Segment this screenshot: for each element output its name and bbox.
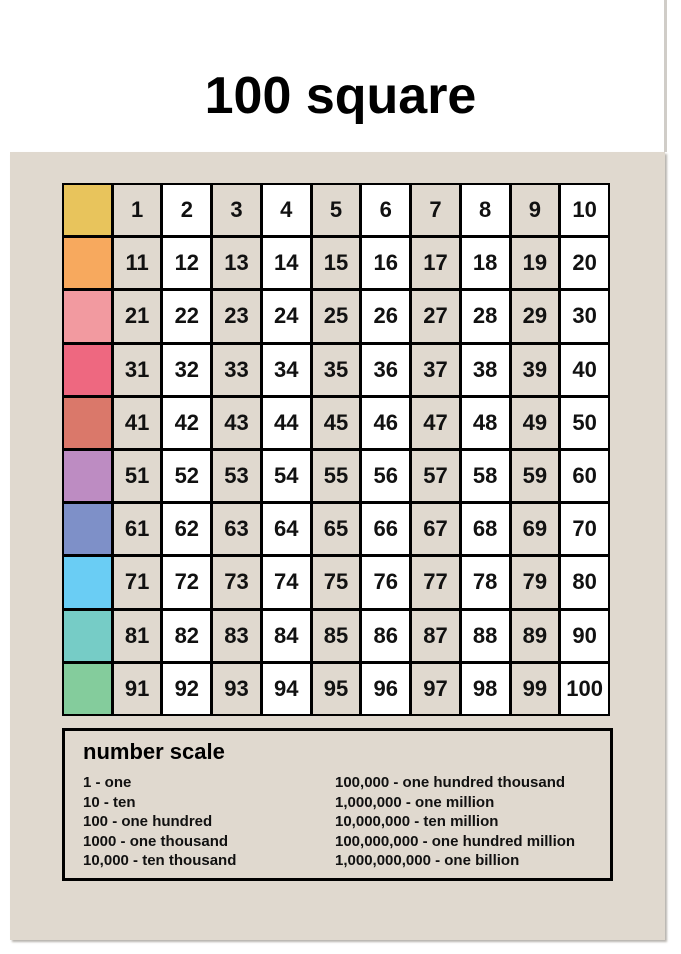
poster-title: 100 square — [204, 67, 477, 125]
number-cell: 10 — [561, 185, 608, 235]
number-cell: 24 — [263, 291, 310, 341]
number-cell: 34 — [263, 345, 310, 395]
number-cell: 100 — [561, 664, 608, 714]
number-cell: 37 — [412, 345, 459, 395]
number-cell: 35 — [313, 345, 360, 395]
number-cell: 78 — [462, 557, 509, 607]
number-scale-entry: 1,000,000,000 - one billion — [335, 852, 520, 869]
number-cell: 22 — [163, 291, 210, 341]
number-cell: 8 — [462, 185, 509, 235]
number-cell: 21 — [114, 291, 161, 341]
number-cell: 89 — [512, 611, 559, 661]
number-cell: 20 — [561, 238, 608, 288]
number-cell: 44 — [263, 398, 310, 448]
number-cell: 41 — [114, 398, 161, 448]
number-cell: 85 — [313, 611, 360, 661]
number-cell: 61 — [114, 504, 161, 554]
number-cell: 23 — [213, 291, 260, 341]
number-cell: 13 — [213, 238, 260, 288]
number-cell: 31 — [114, 345, 161, 395]
number-cell: 97 — [412, 664, 459, 714]
number-cell: 39 — [512, 345, 559, 395]
number-cell: 12 — [163, 238, 210, 288]
number-cell: 76 — [362, 557, 409, 607]
number-cell: 66 — [362, 504, 409, 554]
number-cell: 58 — [462, 451, 509, 501]
number-cell: 68 — [462, 504, 509, 554]
number-cell: 59 — [512, 451, 559, 501]
number-cell: 57 — [412, 451, 459, 501]
number-cell: 53 — [213, 451, 260, 501]
row-color-swatch — [64, 611, 111, 661]
number-cell: 88 — [462, 611, 509, 661]
number-cell: 73 — [213, 557, 260, 607]
number-cell: 6 — [362, 185, 409, 235]
number-cell: 18 — [462, 238, 509, 288]
number-cell: 32 — [163, 345, 210, 395]
number-cell: 48 — [462, 398, 509, 448]
number-cell: 64 — [263, 504, 310, 554]
number-cell: 81 — [114, 611, 161, 661]
number-cell: 55 — [313, 451, 360, 501]
number-cell: 29 — [512, 291, 559, 341]
number-cell: 52 — [163, 451, 210, 501]
number-cell: 91 — [114, 664, 161, 714]
number-cell: 27 — [412, 291, 459, 341]
number-scale-entry: 1,000,000 - one million — [335, 793, 495, 811]
number-cell: 30 — [561, 291, 608, 341]
number-scale-left-column — [83, 773, 236, 871]
number-scale-heading: number scale — [83, 739, 225, 764]
number-scale-box — [62, 728, 613, 881]
number-scale-right-column — [335, 773, 575, 871]
number-cell: 43 — [213, 398, 260, 448]
number-cell: 2 — [163, 185, 210, 235]
number-cell: 26 — [362, 291, 409, 341]
number-cell: 83 — [213, 611, 260, 661]
number-cell: 84 — [263, 611, 310, 661]
number-cell: 75 — [313, 557, 360, 607]
row-color-swatch — [64, 504, 111, 554]
number-cell: 94 — [263, 664, 310, 714]
number-cell: 14 — [263, 238, 310, 288]
number-cell: 98 — [462, 664, 509, 714]
number-scale-entry: 100 - one hundred — [83, 813, 213, 830]
number-cell: 90 — [561, 611, 608, 661]
number-cell: 25 — [313, 291, 360, 341]
number-cell: 47 — [412, 398, 459, 448]
number-cell: 5 — [313, 185, 360, 235]
number-cell: 56 — [362, 451, 409, 501]
number-scale-entry: 1 - one — [83, 774, 132, 791]
number-cell: 15 — [313, 238, 360, 288]
hundred-square-grid — [62, 183, 610, 716]
number-cell: 65 — [313, 504, 360, 554]
number-scale-entry: 100,000 - one hundred thousand — [335, 774, 566, 791]
number-cell: 77 — [412, 557, 459, 607]
number-cell: 93 — [213, 664, 260, 714]
number-cell: 80 — [561, 557, 608, 607]
row-color-swatch — [64, 398, 111, 448]
number-scale-entry: 10,000 - ten thousand — [83, 852, 237, 869]
number-cell: 1 — [114, 185, 161, 235]
number-cell: 42 — [163, 398, 210, 448]
number-cell: 16 — [362, 238, 409, 288]
number-cell: 4 — [263, 185, 310, 235]
number-cell: 28 — [462, 291, 509, 341]
number-cell: 45 — [313, 398, 360, 448]
number-cell: 3 — [213, 185, 260, 235]
row-color-swatch — [64, 291, 111, 341]
number-cell: 82 — [163, 611, 210, 661]
number-scale-entry: 100,000,000 - one hundred million — [335, 832, 576, 850]
number-cell: 99 — [512, 664, 559, 714]
number-cell: 67 — [412, 504, 459, 554]
number-cell: 70 — [561, 504, 608, 554]
number-cell: 33 — [213, 345, 260, 395]
number-cell: 72 — [163, 557, 210, 607]
number-cell: 50 — [561, 398, 608, 448]
number-cell: 36 — [362, 345, 409, 395]
number-scale-entry: 10 - ten — [83, 793, 136, 811]
number-cell: 9 — [512, 185, 559, 235]
number-cell: 19 — [512, 238, 559, 288]
number-cell: 79 — [512, 557, 559, 607]
row-color-swatch — [64, 238, 111, 288]
number-cell: 92 — [163, 664, 210, 714]
number-cell: 87 — [412, 611, 459, 661]
number-cell: 40 — [561, 345, 608, 395]
row-color-swatch — [64, 185, 111, 235]
number-cell: 95 — [313, 664, 360, 714]
number-cell: 46 — [362, 398, 409, 448]
row-color-swatch — [64, 664, 111, 714]
number-cell: 60 — [561, 451, 608, 501]
number-scale-entry: 1000 - one thousand — [83, 832, 229, 850]
number-cell: 17 — [412, 238, 459, 288]
number-cell: 69 — [512, 504, 559, 554]
number-cell: 96 — [362, 664, 409, 714]
number-cell: 7 — [412, 185, 459, 235]
number-cell: 49 — [512, 398, 559, 448]
number-cell: 11 — [114, 238, 161, 288]
page-edge — [664, 0, 667, 152]
number-cell: 54 — [263, 451, 310, 501]
number-cell: 51 — [114, 451, 161, 501]
number-cell: 38 — [462, 345, 509, 395]
row-color-swatch — [64, 345, 111, 395]
number-scale-entry: 10,000,000 - ten million — [335, 813, 499, 830]
number-cell: 62 — [163, 504, 210, 554]
number-cell: 63 — [213, 504, 260, 554]
number-cell: 71 — [114, 557, 161, 607]
row-color-swatch — [64, 451, 111, 501]
row-color-swatch — [64, 557, 111, 607]
number-cell: 74 — [263, 557, 310, 607]
number-cell: 86 — [362, 611, 409, 661]
